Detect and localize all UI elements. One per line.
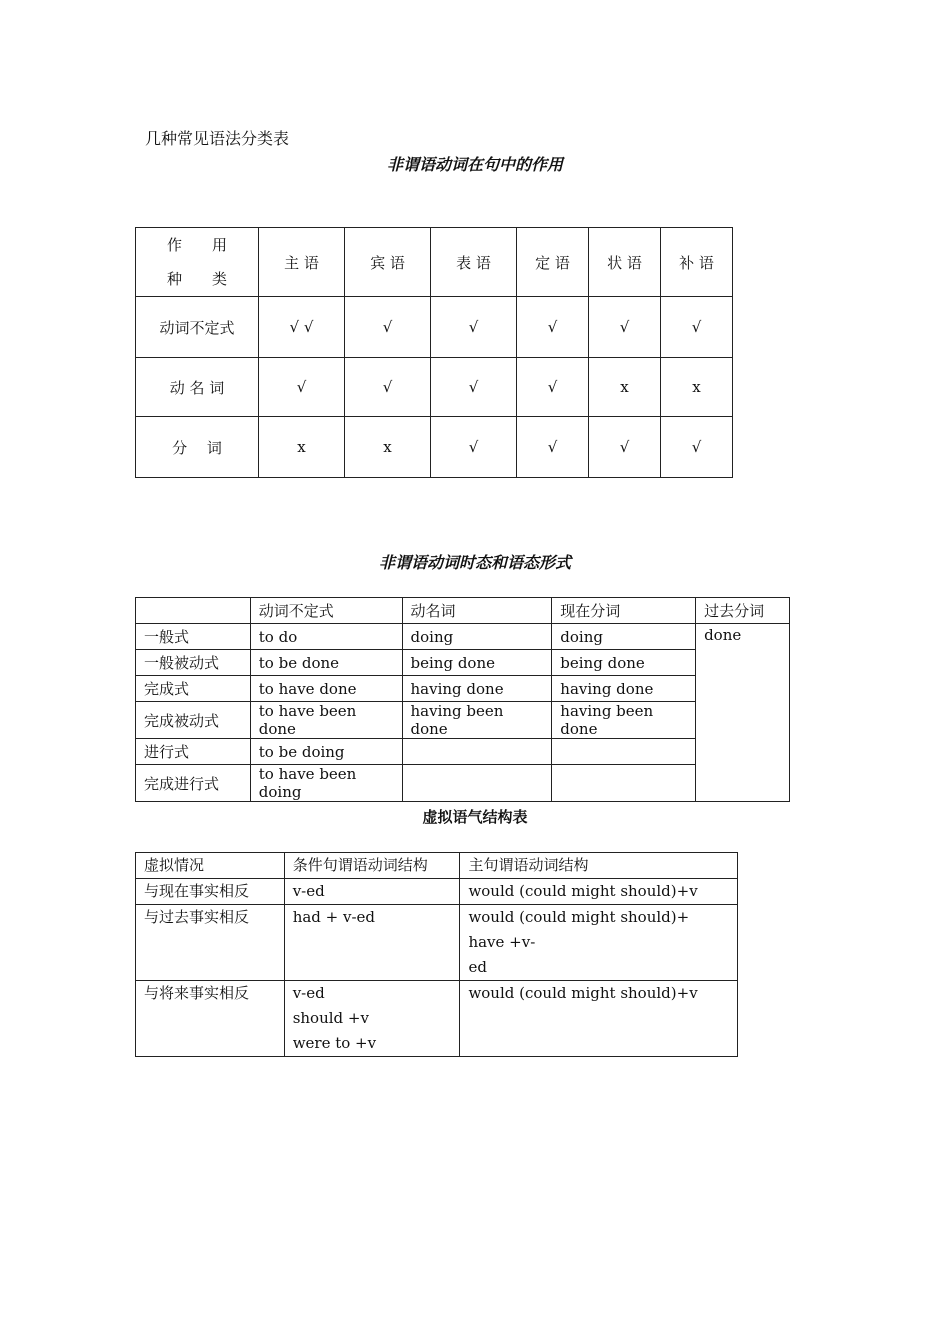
past-participle-cell: done bbox=[696, 624, 790, 802]
row-label: 完成进行式 bbox=[136, 765, 251, 802]
table-cell: being done bbox=[402, 650, 552, 676]
table-header-row bbox=[136, 598, 790, 624]
row-label: 动 名 词 bbox=[136, 358, 259, 417]
header-cell: 状 语 bbox=[589, 228, 661, 297]
table-row bbox=[136, 879, 738, 905]
corner-header-cell bbox=[136, 228, 259, 297]
table-cell: to have done bbox=[250, 676, 402, 702]
table1-title: 非谓语动词在句中的作用 bbox=[386, 155, 563, 174]
table-cell: √ bbox=[345, 297, 431, 358]
header-cell: 定 语 bbox=[517, 228, 589, 297]
table-cell: √ bbox=[431, 297, 517, 358]
table-cell bbox=[552, 739, 696, 765]
header-cell bbox=[136, 598, 251, 624]
table-header-row bbox=[136, 853, 738, 879]
nonfinite-tense-voice-table bbox=[135, 597, 790, 802]
row-label: 动词不定式 bbox=[136, 297, 259, 358]
table-row bbox=[136, 676, 790, 702]
header-cell: 补 语 bbox=[661, 228, 733, 297]
table-row bbox=[136, 624, 790, 650]
table-row bbox=[136, 739, 790, 765]
condition-cell bbox=[284, 879, 460, 905]
table3-title: 虚拟语气结构表 bbox=[422, 808, 528, 826]
condition-cell bbox=[284, 981, 460, 1057]
table-row bbox=[136, 650, 790, 676]
table-cell: to do bbox=[250, 624, 402, 650]
table-cell: having been done bbox=[402, 702, 552, 739]
row-label: 分 词 bbox=[136, 417, 259, 478]
table-cell: √ √ bbox=[259, 297, 345, 358]
table-header-row bbox=[136, 228, 733, 297]
table-cell: having done bbox=[552, 676, 696, 702]
table-cell: √ bbox=[345, 358, 431, 417]
row-label: 完成被动式 bbox=[136, 702, 251, 739]
main-clause-line: ed bbox=[468, 958, 487, 976]
main-clause-cell bbox=[460, 981, 738, 1057]
main-clause-line: would (could might should)+v bbox=[468, 984, 698, 1002]
table-row bbox=[136, 765, 790, 802]
subjunctive-structure-table bbox=[135, 852, 738, 1057]
table-cell bbox=[552, 765, 696, 802]
table-row bbox=[136, 702, 790, 739]
table-cell: doing bbox=[552, 624, 696, 650]
table-cell: √ bbox=[431, 358, 517, 417]
main-clause-cell bbox=[460, 905, 738, 981]
row-label: 进行式 bbox=[136, 739, 251, 765]
condition-cell bbox=[284, 905, 460, 981]
table-cell: to have been done bbox=[250, 702, 402, 739]
main-clause-cell bbox=[460, 879, 738, 905]
row-label: 一般被动式 bbox=[136, 650, 251, 676]
table-cell: √ bbox=[661, 297, 733, 358]
table-cell: √ bbox=[589, 417, 661, 478]
table-cell: having done bbox=[402, 676, 552, 702]
header-cell: 过去分词 bbox=[696, 598, 790, 624]
table-cell: √ bbox=[259, 358, 345, 417]
table-row bbox=[136, 981, 738, 1057]
table-cell bbox=[402, 739, 552, 765]
header-cell: 现在分词 bbox=[552, 598, 696, 624]
main-clause-line: would (could might should)+ have +v- bbox=[468, 908, 690, 951]
main-clause-line: would (could might should)+v bbox=[468, 882, 698, 900]
header-cell: 条件句谓语动词结构 bbox=[284, 853, 460, 879]
condition-line: v-ed bbox=[292, 882, 325, 900]
table-row bbox=[136, 417, 733, 478]
table-row bbox=[136, 297, 733, 358]
table-cell: having been done bbox=[552, 702, 696, 739]
nonfinite-function-table bbox=[135, 227, 733, 478]
table-cell: doing bbox=[402, 624, 552, 650]
table2-title: 非谓语动词时态和语态形式 bbox=[378, 553, 571, 572]
row-label: 与过去事实相反 bbox=[136, 905, 285, 981]
table-cell: to have been doing bbox=[250, 765, 402, 802]
table-row bbox=[136, 358, 733, 417]
condition-line: should +v bbox=[292, 1009, 369, 1027]
condition-line: had + v-ed bbox=[292, 908, 376, 926]
table-cell: √ bbox=[517, 417, 589, 478]
table-cell: to be doing bbox=[250, 739, 402, 765]
header-cell: 动词不定式 bbox=[250, 598, 402, 624]
table-cell: √ bbox=[661, 417, 733, 478]
table-cell: √ bbox=[517, 358, 589, 417]
table-cell: x bbox=[589, 358, 661, 417]
table-cell: being done bbox=[552, 650, 696, 676]
row-label: 与现在事实相反 bbox=[136, 879, 285, 905]
row-label: 与将来事实相反 bbox=[136, 981, 285, 1057]
table-cell bbox=[402, 765, 552, 802]
condition-line: were to +v bbox=[292, 1034, 377, 1052]
document-title: 几种常见语法分类表 bbox=[145, 129, 290, 148]
table-cell: x bbox=[259, 417, 345, 478]
header-cell: 主句谓语动词结构 bbox=[460, 853, 738, 879]
condition-line: v-ed bbox=[292, 984, 325, 1002]
header-cell: 虚拟情况 bbox=[136, 853, 285, 879]
row-label: 一般式 bbox=[136, 624, 251, 650]
table-cell: x bbox=[661, 358, 733, 417]
corner-header-bottom: 种 类 bbox=[166, 270, 227, 288]
header-cell: 表 语 bbox=[431, 228, 517, 297]
table-row bbox=[136, 905, 738, 981]
table-cell: √ bbox=[589, 297, 661, 358]
corner-header-top: 作 用 bbox=[166, 236, 227, 254]
row-label: 完成式 bbox=[136, 676, 251, 702]
header-cell: 动名词 bbox=[402, 598, 552, 624]
header-cell: 主 语 bbox=[259, 228, 345, 297]
table-cell: √ bbox=[517, 297, 589, 358]
table-cell: to be done bbox=[250, 650, 402, 676]
header-cell: 宾 语 bbox=[345, 228, 431, 297]
table-cell: x bbox=[345, 417, 431, 478]
table-cell: √ bbox=[431, 417, 517, 478]
